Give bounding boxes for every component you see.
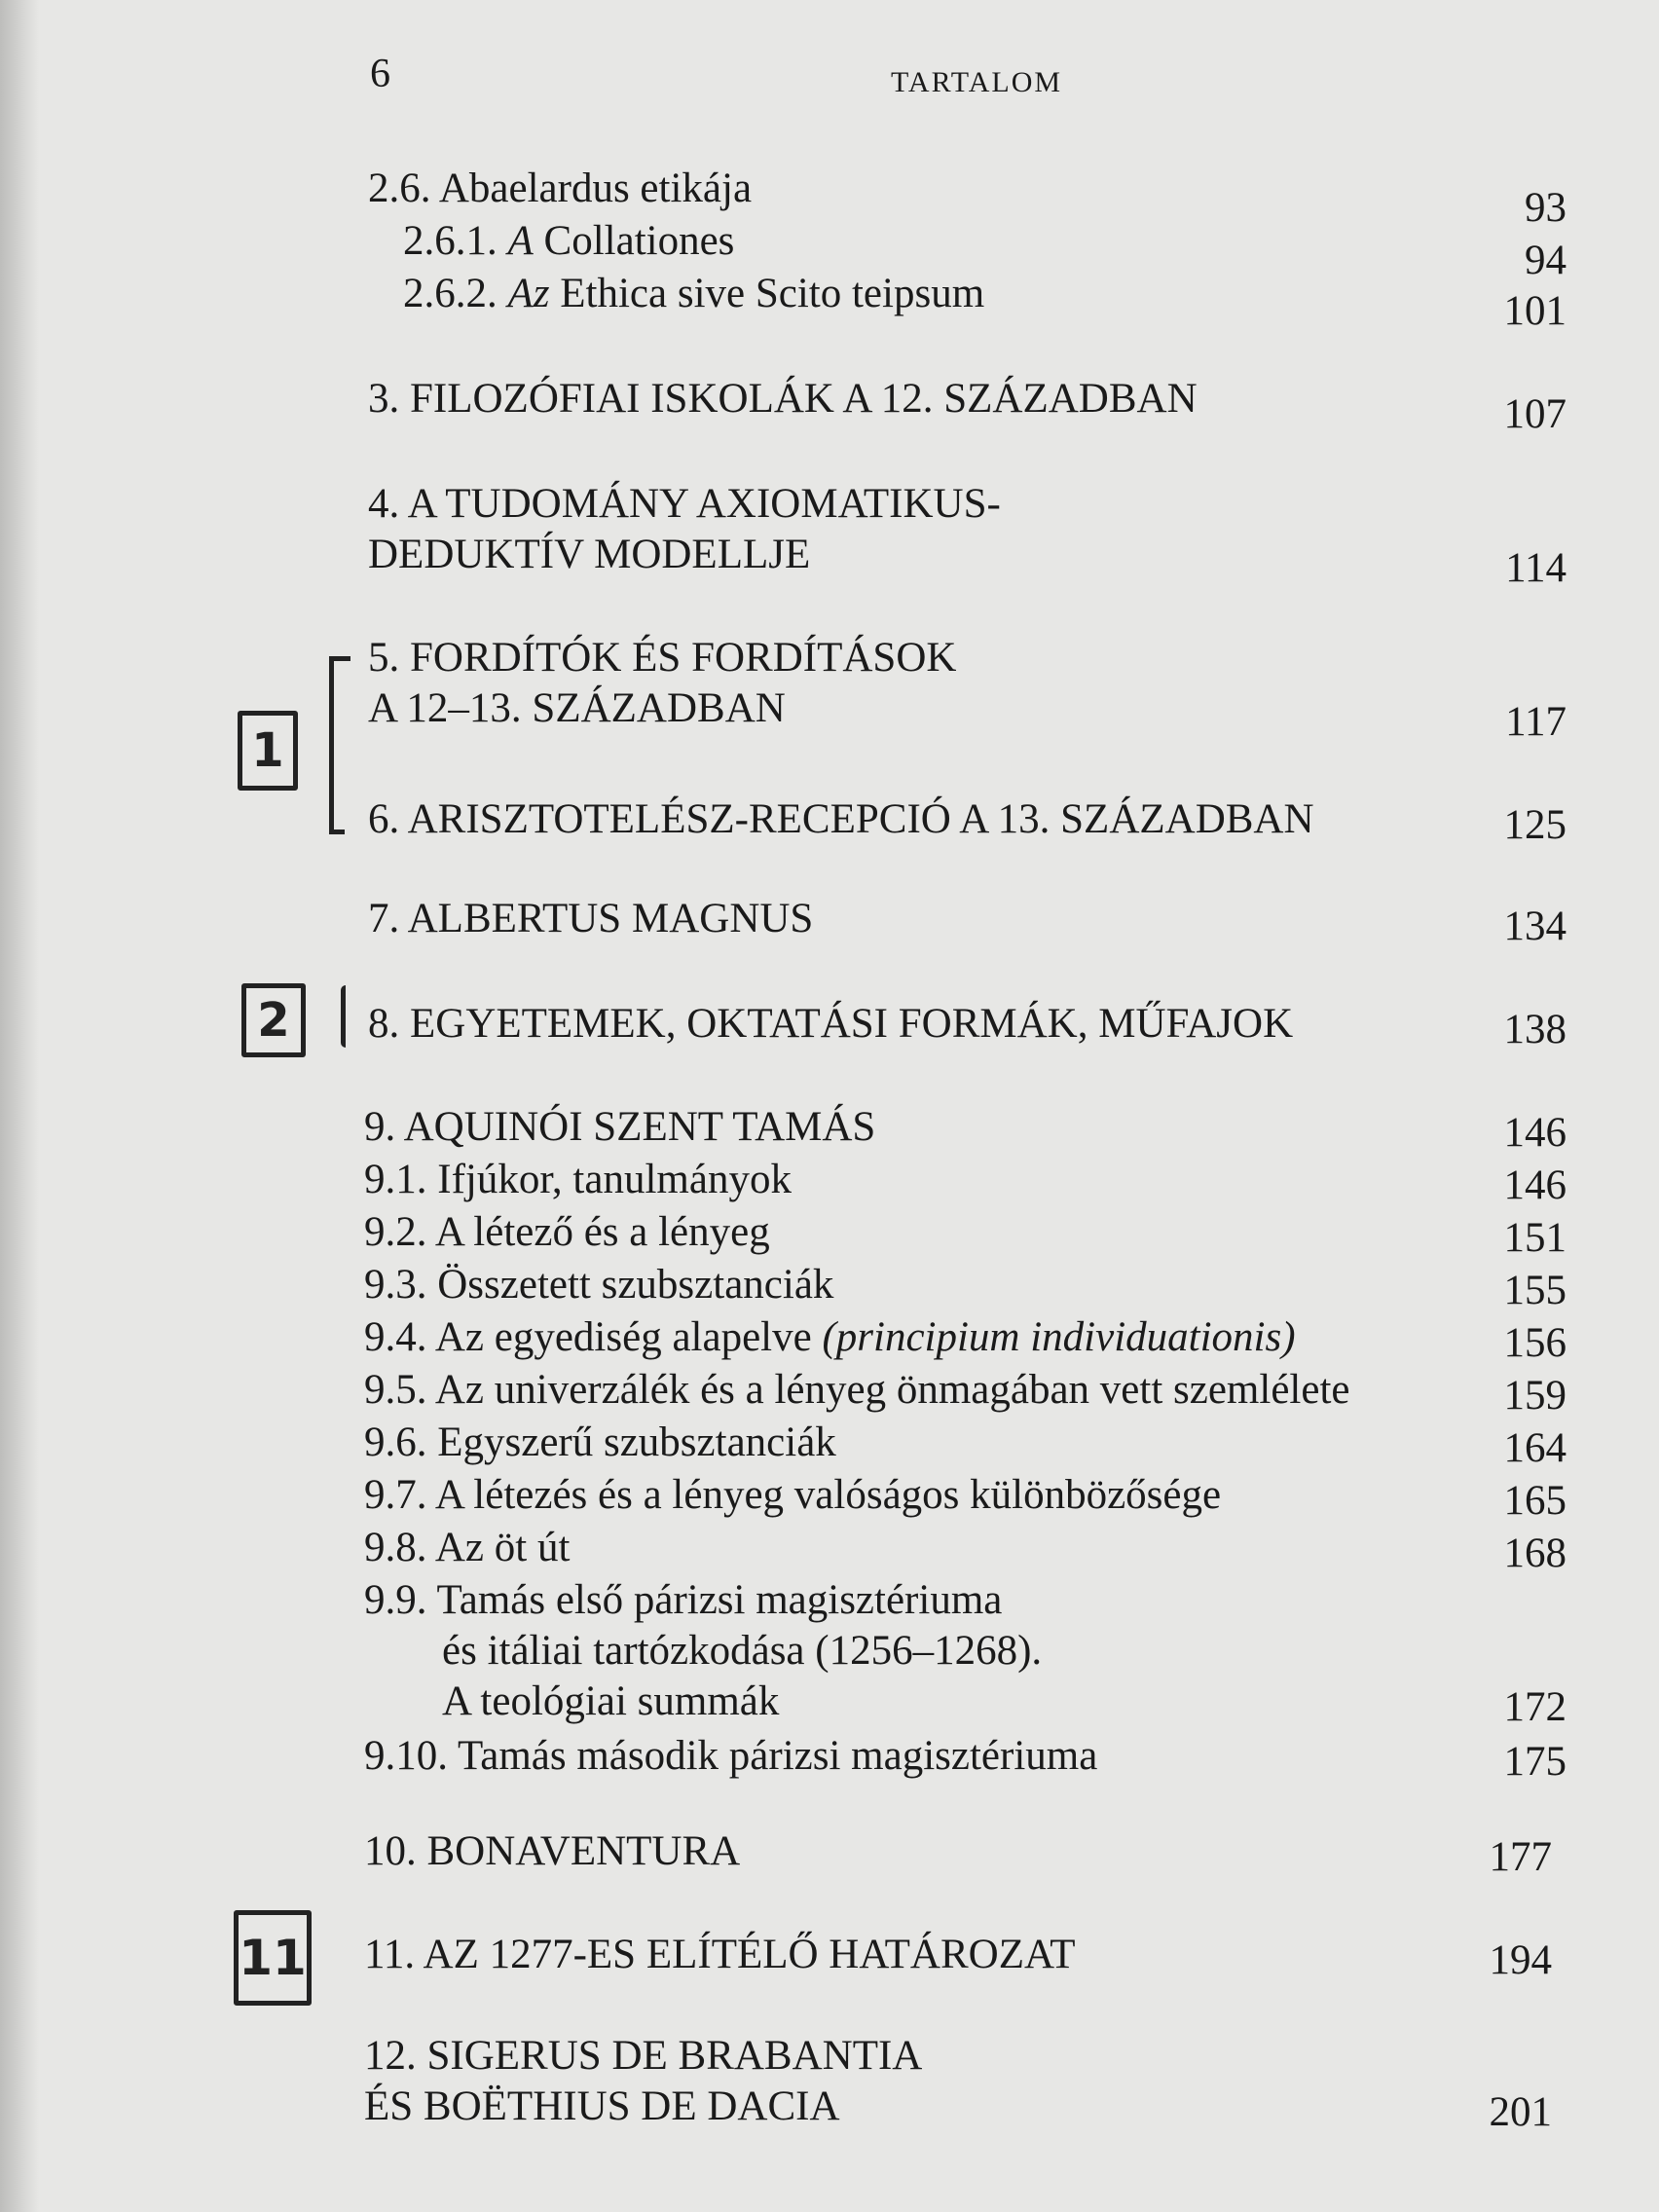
toc-entry-title: 4. A TUDOMÁNY AXIOMATIKUS- (368, 481, 1001, 527)
toc-entry-page: 134 (1503, 903, 1567, 949)
toc-entry-title: 12. SIGERUS DE BRABANTIA (364, 2033, 923, 2079)
toc-entry-page: 146 (1503, 1162, 1567, 1208)
toc-entry-title: 9.9. Tamás első párizsi magisztériuma (364, 1577, 1003, 1623)
toc-entry-page: 168 (1503, 1530, 1567, 1576)
handwritten-bracket (341, 985, 346, 1048)
toc-entry-title: 11. AZ 1277-ES ELÍTÉLŐ HATÁROZAT (364, 1932, 1076, 1977)
page-number: 6 (370, 52, 390, 96)
handwritten-box-mark: 11 (234, 1910, 312, 2006)
toc-entry-page: 165 (1503, 1478, 1567, 1524)
toc-entry-page: 177 (1489, 1834, 1552, 1880)
handwritten-bracket-bottom (329, 830, 345, 834)
toc-entry-page: 155 (1503, 1268, 1567, 1313)
toc-entry-page: 151 (1503, 1215, 1567, 1261)
toc-entry-title: 9.10. Tamás második párizsi magisztériuma (364, 1733, 1098, 1779)
toc-entry-page: 156 (1503, 1320, 1567, 1366)
toc-entry-title: 6. ARISZTOTELÉSZ-RECEPCIÓ A 13. SZÁZADBAN (368, 796, 1314, 842)
toc-entry-title: 9.1. Ifjúkor, tanulmányok (364, 1157, 792, 1202)
handwritten-bracket-top (329, 656, 350, 661)
toc-entry-title: 9.4. Az egyediség alapelve (principium individuationis) (364, 1314, 1296, 1360)
page-header (360, 51, 1124, 109)
toc-entry-title: 5. FORDÍTÓK ÉS FORDÍTÁSOK (368, 635, 957, 681)
toc-entry-page: 194 (1489, 1937, 1552, 1983)
toc-entry-title: 9. AQUINÓI SZENT TAMÁS (364, 1104, 876, 1150)
toc-entry-title: 2.6.2. Az Ethica sive Scito teipsum (403, 271, 985, 316)
toc-entry-page: 159 (1503, 1373, 1567, 1419)
toc-entry-page: 164 (1503, 1425, 1567, 1471)
toc-entry-page: 172 (1503, 1684, 1567, 1730)
handwritten-box-mark: 1 (238, 711, 298, 791)
toc-entry-title: 7. ALBERTUS MAGNUS (368, 896, 814, 941)
toc-entry-title: 2.6.1. A Collationes (403, 218, 735, 264)
toc-entry-page: 175 (1503, 1739, 1567, 1785)
toc-entry-page: 93 (1525, 185, 1567, 231)
running-title: TARTALOM (891, 66, 1063, 98)
handwritten-box-mark: 2 (241, 983, 306, 1057)
toc-entry-title: 9.5. Az univerzálék és a lényeg önmagában vett szemlélete (364, 1367, 1350, 1413)
toc-entry-page: 138 (1503, 1007, 1567, 1052)
toc-entry-title-cont: ÉS BOËTHIUS DE DACIA (364, 2083, 840, 2129)
toc-entry-title: 9.6. Egyszerű szubsztanciák (364, 1419, 836, 1465)
toc-entry-title: 3. FILOZÓFIAI ISKOLÁK A 12. SZÁZADBAN (368, 376, 1198, 422)
toc-entry-page: 125 (1503, 802, 1567, 848)
toc-entry-page: 117 (1505, 699, 1567, 745)
toc-entry-title-cont: A 12–13. SZÁZADBAN (368, 685, 786, 731)
toc-entry-title: 9.2. A létező és a lényeg (364, 1209, 770, 1255)
handwritten-bracket (329, 656, 334, 833)
toc-entry-title: 10. BONAVENTURA (364, 1828, 741, 1874)
toc-entry-title-cont: és itáliai tartózkodása (1256–1268). (442, 1628, 1043, 1674)
toc-entry-page: 201 (1489, 2089, 1552, 2135)
toc-entry-title: 8. EGYETEMEK, OKTATÁSI FORMÁK, MŰFAJOK (368, 1001, 1294, 1047)
toc-entry-title: 9.7. A létezés és a lényeg valóságos különbözősége (364, 1472, 1222, 1518)
toc-entry-title: 2.6. Abaelardus etikája (368, 166, 753, 211)
page-gutter-shadow (0, 0, 39, 2212)
toc-entry-page: 114 (1505, 545, 1567, 591)
toc-entry-page: 107 (1503, 391, 1567, 437)
toc-entry-title: 9.3. Összetett szubsztanciák (364, 1262, 834, 1308)
toc-entry-title-cont: DEDUKTÍV MODELLJE (368, 532, 811, 577)
toc-entry-page: 101 (1503, 288, 1567, 334)
toc-entry-page: 94 (1525, 238, 1567, 283)
toc-entry-page: 146 (1503, 1110, 1567, 1156)
toc-entry-title-cont: A teológiai summák (442, 1678, 780, 1724)
toc-entry-title: 9.8. Az öt út (364, 1525, 571, 1570)
